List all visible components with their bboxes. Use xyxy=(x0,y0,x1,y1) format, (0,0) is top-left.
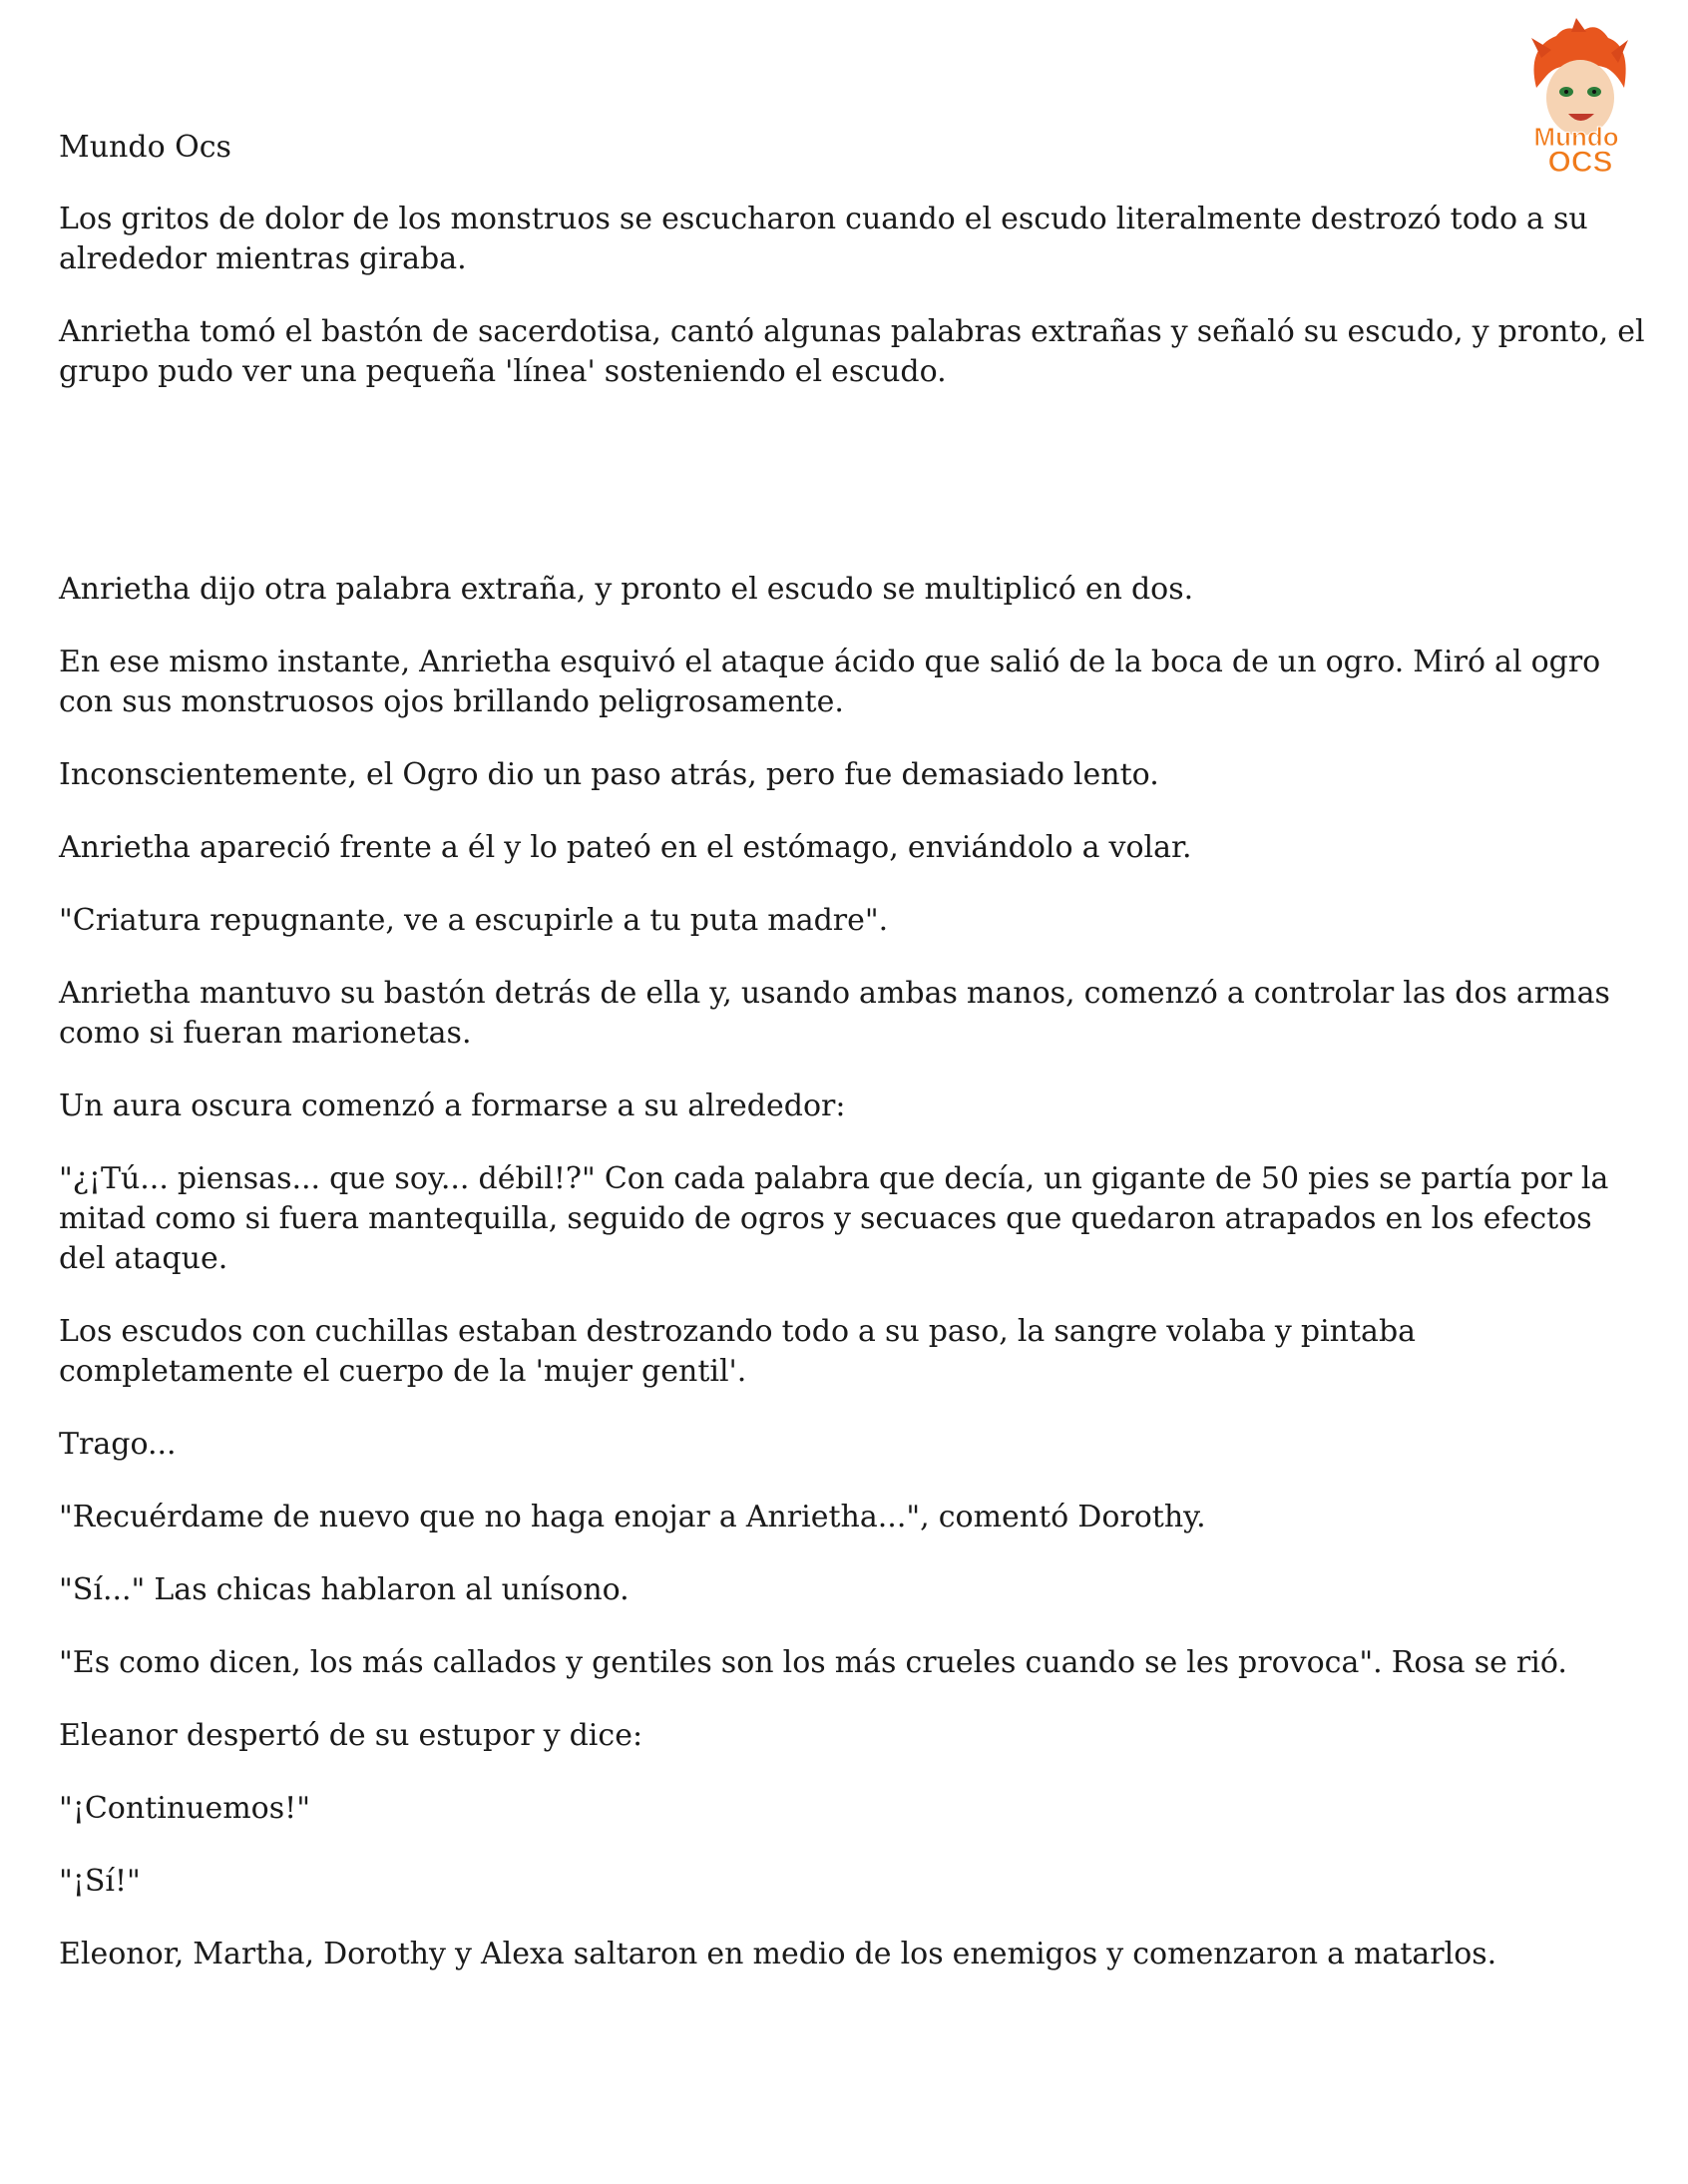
paragraph: "¿¡Tú... piensas... que soy... débil!?" Con cada palabra que decía, un gigante de 50 pies se partía por la mitad como si fuera mantequilla, seguido de ogros y secuaces que quedaron atrapados en los efectos del ataque. xyxy=(59,1161,1609,1276)
paragraph: Eleanor despertó de su estupor y dice: xyxy=(59,1718,643,1753)
paragraph: Trago... xyxy=(59,1427,177,1462)
mundo-ocs-logo xyxy=(1496,18,1656,178)
paragraph: Anrietha tomó el bastón de sacerdotisa, cantó algunas palabras extrañas y señaló su escudo, y pronto, el grupo pudo ver una pequeña 'línea' sosteniendo el escudo. xyxy=(59,314,1645,389)
blank-gap xyxy=(59,425,1645,570)
paragraph: "¡Sí!" xyxy=(59,1864,141,1899)
paragraph: "Sí..." Las chicas hablaron al unísono. xyxy=(59,1572,630,1607)
paragraph: Los gritos de dolor de los monstruos se escucharon cuando el escudo literalmente destrozó todo a su alrededor mientras giraba. xyxy=(59,202,1588,276)
paragraph: "¡Continuemos!" xyxy=(59,1791,310,1826)
paragraph: Los escudos con cuchillas estaban destrozando todo a su paso, la sangre volaba y pintaba completamente el cuerpo de la 'mujer gentil'. xyxy=(59,1314,1417,1389)
document-body xyxy=(59,200,1645,2007)
paragraph: Anrietha dijo otra palabra extraña, y pronto el escudo se multiplicó en dos. xyxy=(59,572,1194,607)
svg-text:Mundo: Mundo xyxy=(1533,122,1619,152)
paragraph: "Criatura repugnante, ve a escupirle a tu puta madre". xyxy=(59,903,889,938)
svg-text:OCS: OCS xyxy=(1547,146,1613,178)
paragraph: Inconscientemente, el Ogro dio un paso atrás, pero fue demasiado lento. xyxy=(59,757,1159,792)
paragraph: Eleonor, Martha, Dorothy y Alexa saltaron en medio de los enemigos y comenzaron a matarlos. xyxy=(59,1937,1497,1971)
paragraph: "Es como dicen, los más callados y gentiles son los más crueles cuando se les provoca". Rosa se rió. xyxy=(59,1645,1567,1680)
document-heading: Mundo Ocs xyxy=(59,130,231,165)
paragraph: Anrietha mantuvo su bastón detrás de ella y, usando ambas manos, comenzó a controlar las dos armas como si fueran marionetas. xyxy=(59,976,1610,1051)
paragraph: En ese mismo instante, Anrietha esquivó el ataque ácido que salió de la boca de un ogro. Miró al ogro con sus monstruosos ojos brillando peligrosamente. xyxy=(59,645,1601,719)
paragraph: Un aura oscura comenzó a formarse a su alrededor: xyxy=(59,1089,846,1123)
paragraph: "Recuérdame de nuevo que no haga enojar a Anrietha...", comentó Dorothy. xyxy=(59,1500,1206,1534)
paragraph: Anrietha apareció frente a él y lo pateó en el estómago, enviándolo a volar. xyxy=(59,830,1192,865)
